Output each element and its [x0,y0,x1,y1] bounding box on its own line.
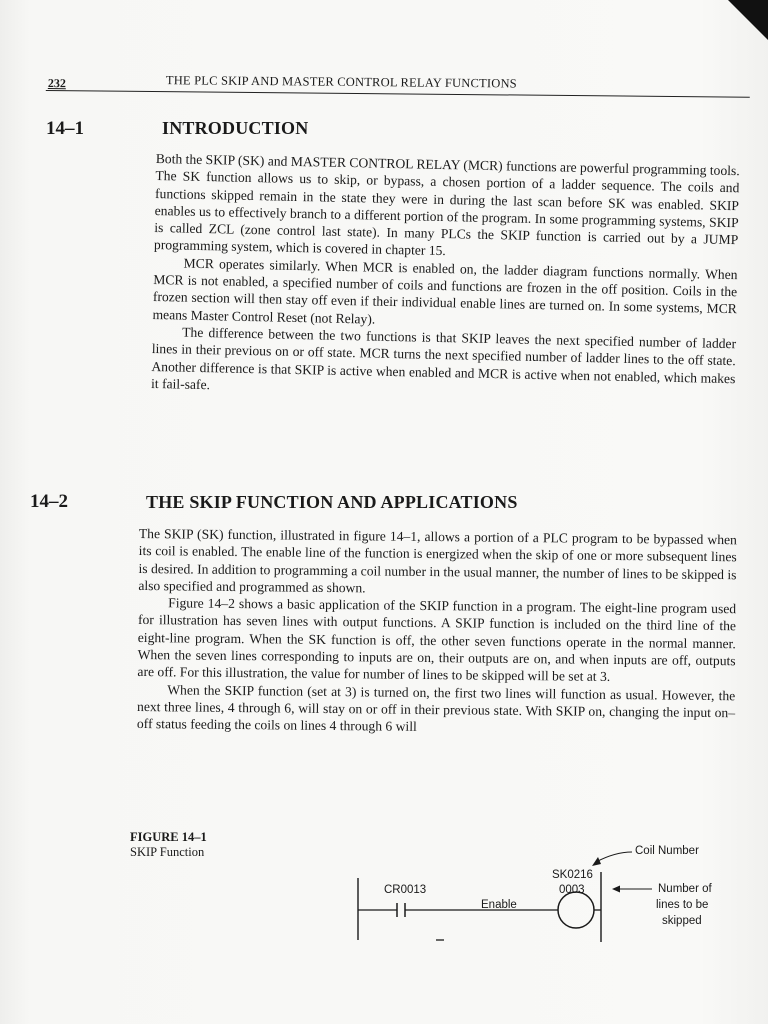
running-head: THE PLC SKIP AND MASTER CONTROL RELAY FUNCTIONS [165,73,517,91]
paragraph: Figure 14–2 shows a basic application of the SKIP function in a program. The eight-line program used for illustration has seven lines with output functions. A SKIP function is included on the third line of the eight-line program. When the SK function is off, the other seven functions operate in the normal manner. When the seven lines corresponding to inputs are on, their outputs are on, and when inputs are off, outputs are off. For this illustration, the value for number of lines to be skipped will be set at 3. [137,595,737,685]
contact-label: CR0013 [384,884,427,896]
callout-coil-number: Coil Number [635,845,699,857]
section-title-skip-function: THE SKIP FUNCTION AND APPLICATIONS [146,492,518,512]
coil-value: 0003 [559,884,585,896]
paragraph: MCR operates similarly. When MCR is enabled on, the ladder diagram functions normally. When MCR is not enabled, a specified number of coils and functions are frozen in the off position. Coils in the frozen section will then stay off even if their individual enable lines are turned on. In some systems, MCR means Master Control Reset (not Relay). [152,255,738,327]
paragraph: The difference between the two functions is that SKIP leaves the next specified number of ladder lines in their previous on or off state. MCR turns the next specified number of ladder lines to the off state. Another difference is that SKIP is active when enabled and MCR is active when not enabled, which makes it fail-safe. [150,324,737,393]
page-number: 232 [47,76,66,91]
section-number-14-1: 14–1 [46,118,84,139]
paragraph: When the SKIP function (set at 3) is turned on, the first two lines will function as usual. However, the next three lines, 4 through 6, will stay on or off in their previous state. With SKIP on, changing the input on–off status feeding the coils on lines 4 through 6 will [136,681,736,735]
paragraph: Both the SKIP (SK) and MASTER CONTROL RELAY (MCR) functions are powerful programming tools. The SK function allows us to skip, or bypass, a chosen portion of a ladder sequence. The coils and functions skipped remain in the state they were in during the last scan before SK was enabled. SKIP enables us to effectively branch to a different portion of the program. In some programming systems, SKIP is called ZCL (zone control last state). In many PLCs the SKIP function is carried out by a JUMP programming system, which is covered in chapter 15. [153,150,740,259]
arrow-head-icon [612,886,620,893]
paragraph: The SKIP (SK) function, illustrated in figure 14–1, allows a portion of a PLC program to be bypassed when its coil is enabled. The enable line of the function is energized when the skip of one or more subsequent lines is desired. In addition to programming a coil number in the usual manner, the number of lines to be skipped is also specified and programmed as shown. [138,525,737,596]
figure-number: FIGURE 14–1 [130,830,207,844]
callout-lines-2: lines to be [656,899,709,911]
coil-address: SK0216 [552,869,593,881]
coil-icon [558,892,594,928]
callout-lines-3: skipped [662,915,702,927]
callout-line [596,852,632,862]
section-number-14-2: 14–2 [30,491,68,512]
arrow-head-icon [592,857,601,866]
callout-lines-1: Number of [658,883,712,895]
section-title-introduction: INTRODUCTION [162,118,309,138]
figure-caption: SKIP Function [130,845,205,859]
normally-open-contact-icon [397,903,405,917]
enable-label: Enable [481,899,517,911]
